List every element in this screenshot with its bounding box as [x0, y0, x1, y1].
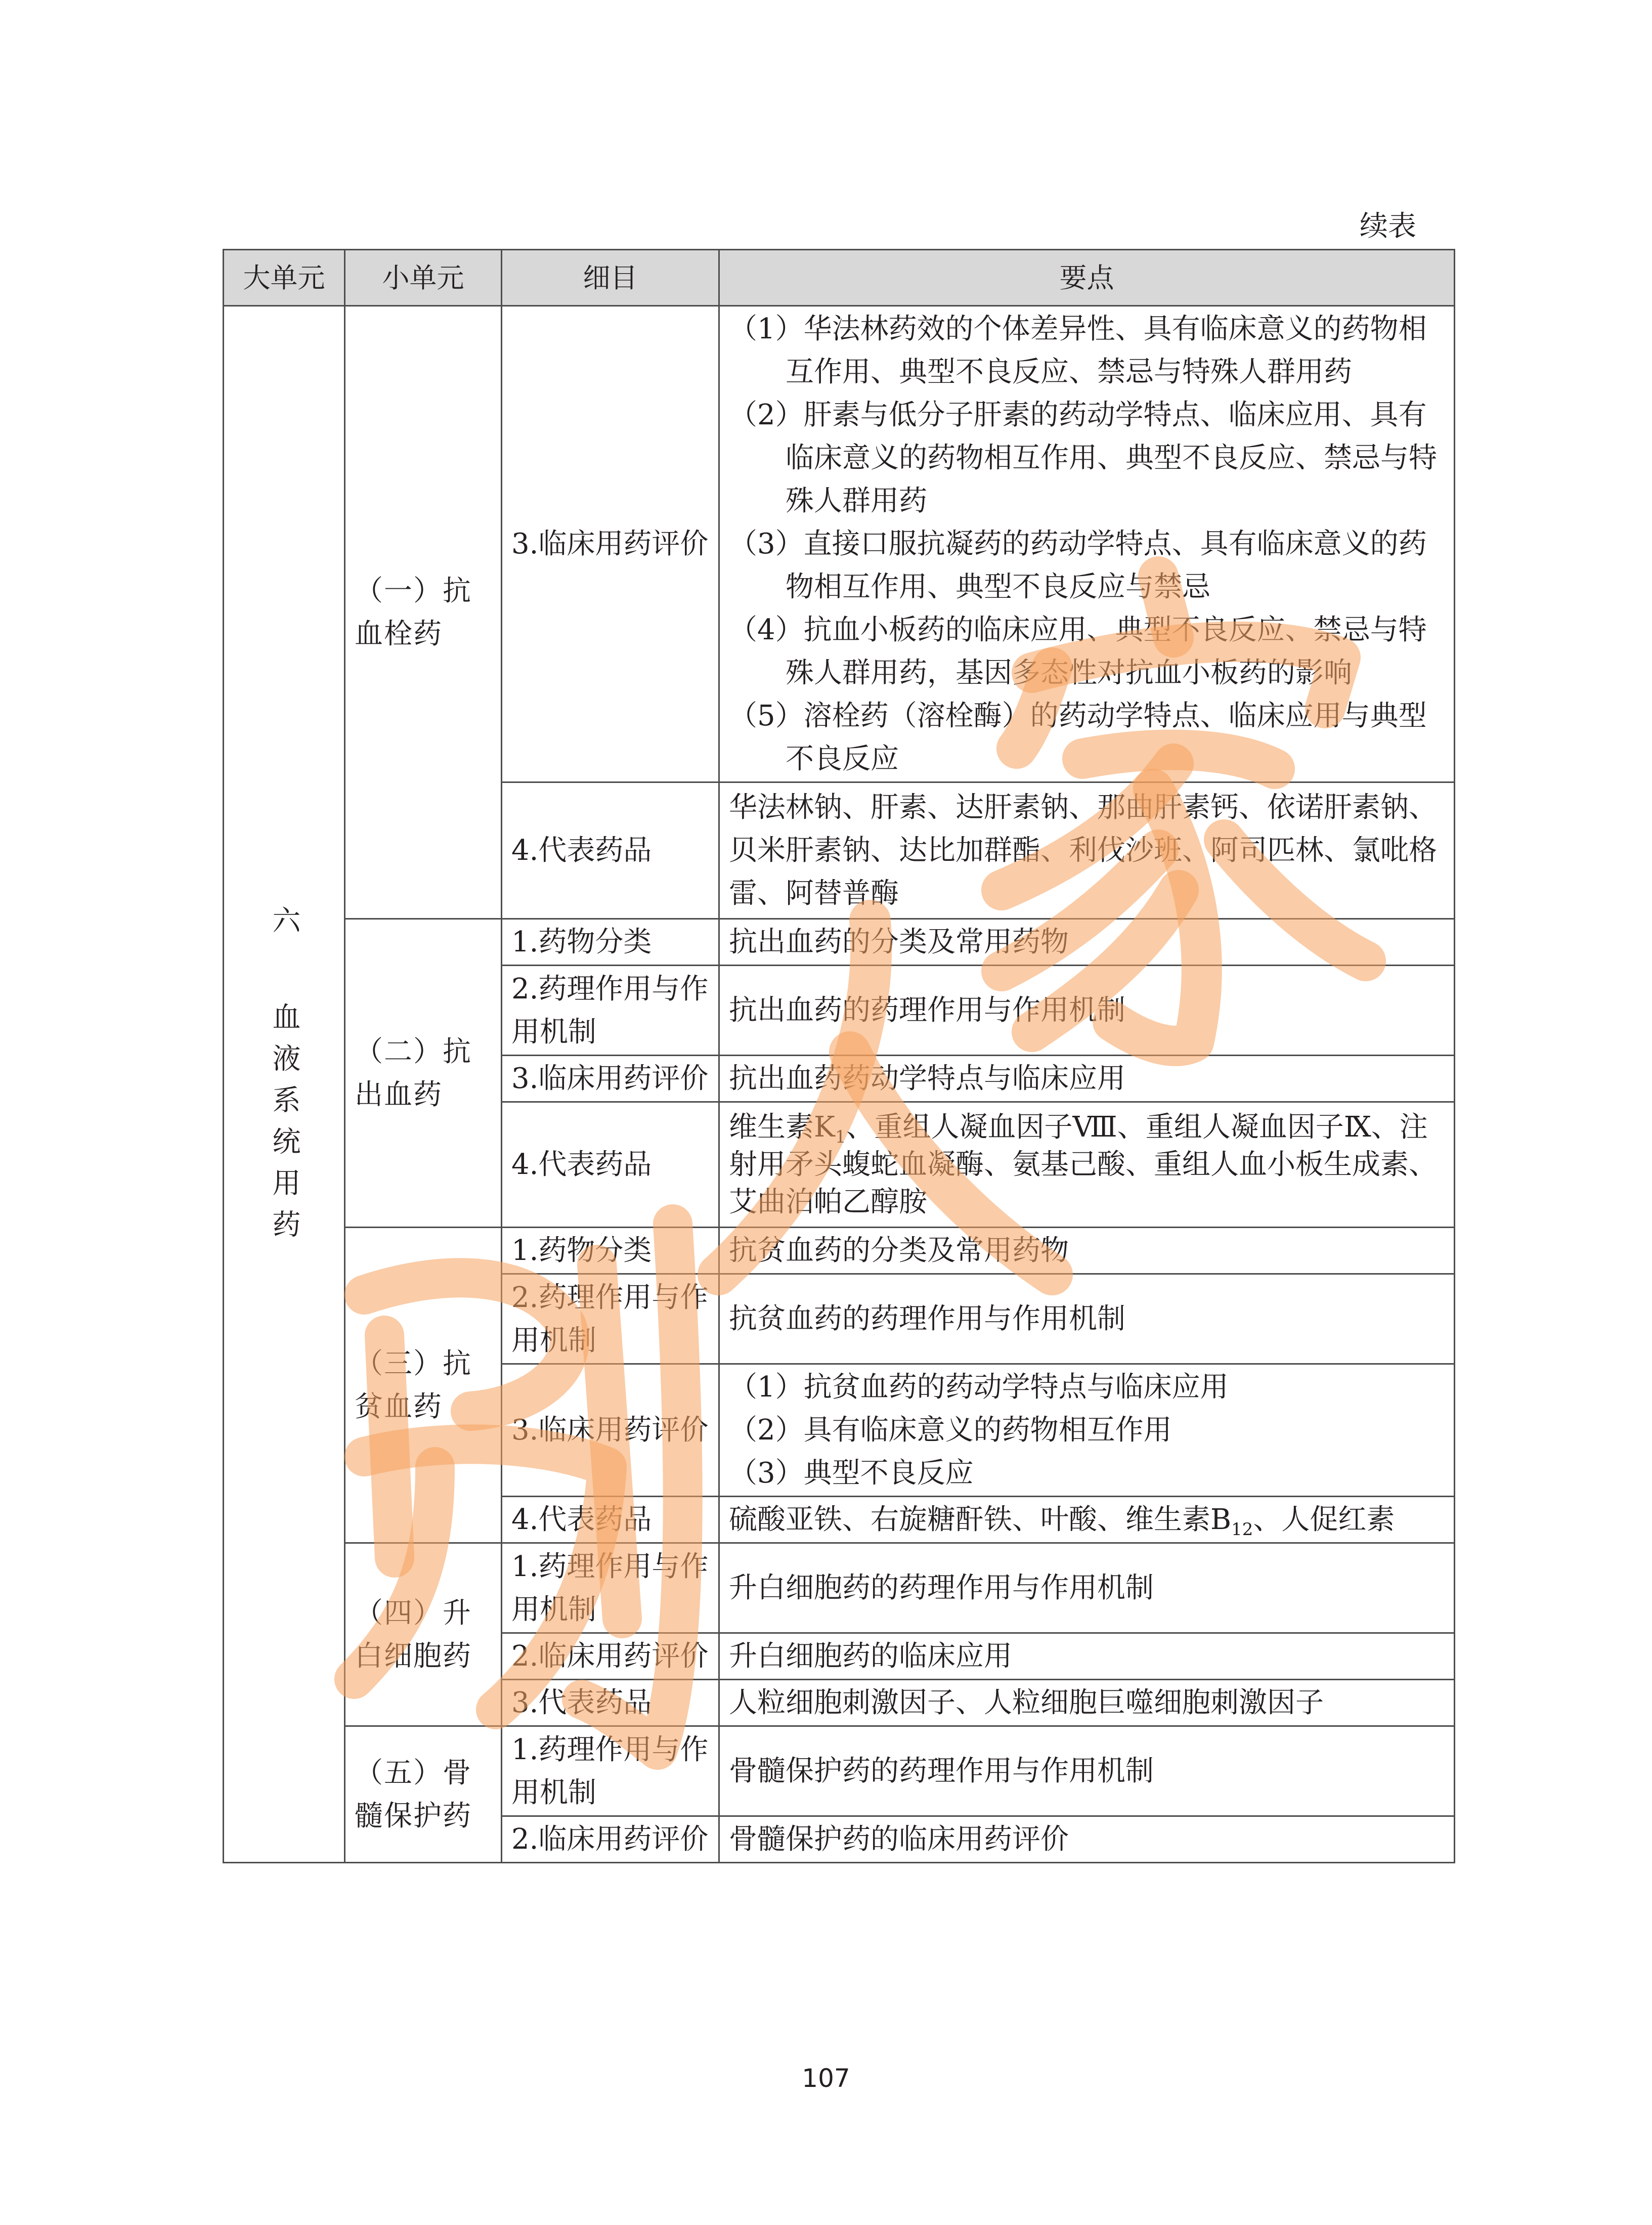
big-unit-name: 血液系统用药	[268, 1002, 301, 1251]
detail-cell: 1.药理作用与作用机制	[502, 1543, 719, 1633]
sub-unit-cell: （五）骨髓保护药	[345, 1726, 502, 1863]
points-cell	[719, 306, 1455, 782]
detail-cell: 3.临床用药评价	[502, 1056, 719, 1102]
point-item: （3）直接口服抗凝药的药动学特点、具有临床意义的药物相互作用、典型不良反应与禁忌	[729, 528, 1427, 603]
point-item: （5）溶栓药（溶栓酶）的药动学特点、临床应用与典型不良反应	[729, 700, 1427, 775]
detail-cell: 1.药物分类	[502, 919, 719, 966]
subscript: 1	[835, 1126, 846, 1147]
detail-cell: 1.药理作用与作用机制	[502, 1726, 719, 1816]
detail-cell: 1.药物分类	[502, 1228, 719, 1274]
table-header-row	[224, 250, 1455, 306]
points-cell: 抗贫血药的药理作用与作用机制	[719, 1274, 1455, 1364]
page-number: 107	[802, 2064, 850, 2093]
points-cell: 抗出血药药动学特点与临床应用	[719, 1056, 1455, 1102]
points-text: 硫酸亚铁、右旋糖酐铁、叶酸、维生素B	[729, 1503, 1232, 1536]
detail-cell: 3.代表药品	[502, 1680, 719, 1726]
table-row	[224, 919, 1455, 966]
points-cell	[719, 1364, 1455, 1497]
detail-cell: 3.临床用药评价	[502, 1364, 719, 1497]
table-row	[224, 306, 1455, 782]
points-text: 、人促红素	[1253, 1503, 1395, 1536]
subscript: 12	[1231, 1519, 1253, 1540]
detail-cell: 4.代表药品	[502, 1102, 719, 1228]
points-cell: 骨髓保护药的临床用药评价	[719, 1816, 1455, 1863]
point-item: （2）具有临床意义的药物相互作用	[729, 1414, 1172, 1447]
syllabus-table	[223, 249, 1455, 1863]
points-cell: 抗出血药的药理作用与作用机制	[719, 966, 1455, 1056]
point-item: （1）华法林药效的个体差异性、具有临床意义的药物相互作用、典型不良反应、禁忌与特殊人群用药	[729, 313, 1427, 388]
sub-unit-cell: （三）抗贫血药	[345, 1228, 502, 1543]
detail-cell: 2.临床用药评价	[502, 1633, 719, 1680]
points-cell	[719, 1102, 1455, 1228]
detail-cell: 4.代表药品	[502, 782, 719, 919]
big-unit-cell	[224, 306, 345, 1863]
points-cell: 升白细胞药的临床应用	[719, 1633, 1455, 1680]
point-item: （2）肝素与低分子肝素的药动学特点、临床应用、具有临床意义的药物相互作用、典型不良反应、禁忌与特殊人群用药	[729, 399, 1437, 517]
point-item: （3）典型不良反应	[729, 1457, 974, 1490]
points-cell: 骨髓保护药的药理作用与作用机制	[719, 1726, 1455, 1816]
detail-cell: 2.临床用药评价	[502, 1816, 719, 1863]
detail-cell: 2.药理作用与作用机制	[502, 1274, 719, 1364]
points-cell: 抗出血药的分类及常用药物	[719, 919, 1455, 966]
detail-cell: 2.药理作用与作用机制	[502, 966, 719, 1056]
points-text: 、重组人凝血因子Ⅷ、重组人凝血因子Ⅸ、注射用矛头蝮蛇血凝酶、氨基己酸、重组人血小板生成素、艾曲泊帕乙醇胺	[729, 1110, 1437, 1218]
continued-label: 续表	[1360, 210, 1416, 243]
points-cell: 升白细胞药的药理作用与作用机制	[719, 1543, 1455, 1633]
points-cell	[719, 1497, 1455, 1543]
sub-unit-cell: （一）抗血栓药	[345, 306, 502, 919]
point-item: （4）抗血小板药的临床应用、典型不良反应、禁忌与特殊人群用药，基因多态性对抗血小板药的影响	[729, 614, 1427, 689]
point-item: （1）抗贫血药的药动学特点与临床应用	[729, 1371, 1229, 1404]
table-row	[224, 1228, 1455, 1274]
column-header: 大单元	[224, 250, 345, 306]
column-header: 要点	[719, 250, 1455, 306]
detail-cell: 4.代表药品	[502, 1497, 719, 1543]
column-header: 细目	[502, 250, 719, 306]
points-cell: 华法林钠、肝素、达肝素钠、那曲肝素钙、依诺肝素钠、贝米肝素钠、达比加群酯、利伐沙班、阿司匹林、氯吡格雷、阿替普酶	[719, 782, 1455, 919]
points-cell: 抗贫血药的分类及常用药物	[719, 1228, 1455, 1274]
table-row	[224, 1726, 1455, 1816]
sub-unit-cell: （二）抗出血药	[345, 919, 502, 1228]
table-row	[224, 1543, 1455, 1633]
big-unit-number: 六	[268, 905, 301, 947]
detail-cell: 3.临床用药评价	[502, 306, 719, 782]
column-header: 小单元	[345, 250, 502, 306]
points-cell: 人粒细胞刺激因子、人粒细胞巨噬细胞刺激因子	[719, 1680, 1455, 1726]
sub-unit-cell: （四）升白细胞药	[345, 1543, 502, 1726]
points-text: 维生素K	[729, 1110, 835, 1144]
